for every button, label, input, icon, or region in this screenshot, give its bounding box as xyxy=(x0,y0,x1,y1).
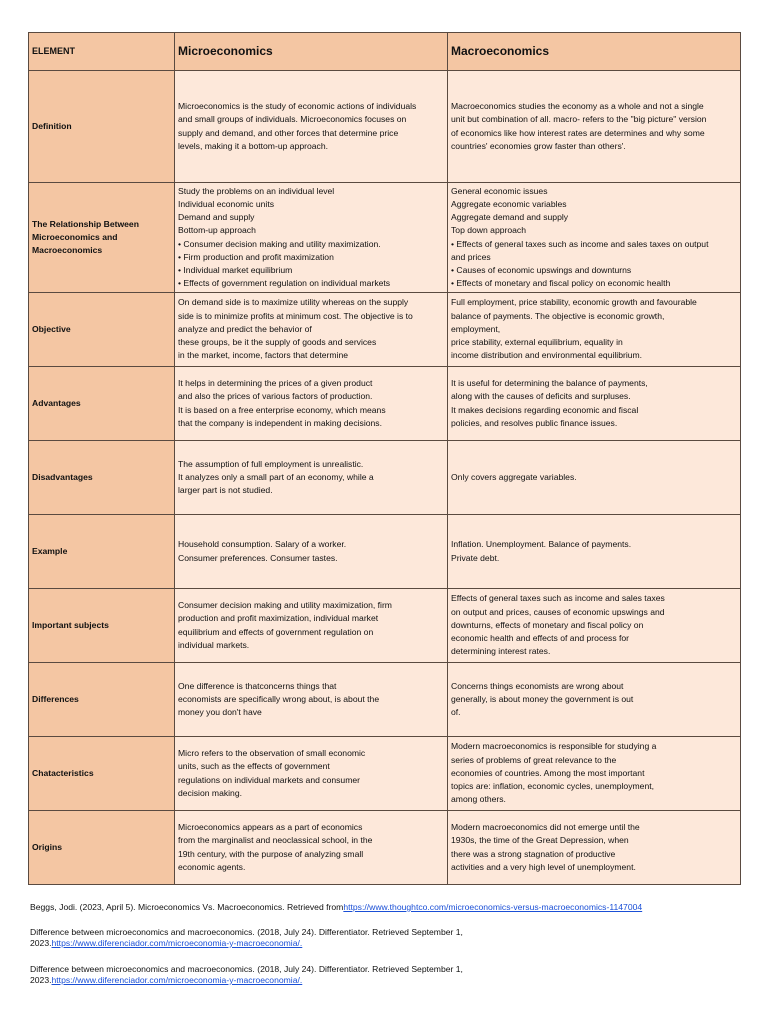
reference-text: Difference between microeconomics and macroeconomics. (2018, July 24). Differentiator. Retrieved September 1, xyxy=(30,964,463,974)
macro-cell-line: determining interest rates. xyxy=(451,646,551,657)
row-element-label: Example xyxy=(29,515,175,589)
micro-cell-line: equilibrium and effects of government regulation on xyxy=(178,626,374,637)
micro-cell-line: these groups, be it the supply of goods and services xyxy=(178,337,377,348)
macro-cell xyxy=(448,441,741,515)
micro-cell-line: Micro refers to the observation of small economic xyxy=(178,748,366,759)
micro-cell xyxy=(175,441,448,515)
macro-cell-line: price stability, external equilibrium, equality in xyxy=(451,337,623,348)
micro-cell xyxy=(175,367,448,441)
micro-cell-line: Household consumption. Salary of a worker. xyxy=(178,539,347,550)
table-row xyxy=(29,441,741,515)
micro-cell-line: Demand and supply xyxy=(178,212,255,223)
macro-cell-line: there was a strong stagnation of productive xyxy=(451,848,616,859)
micro-cell-line: from the marginalist and neoclassical school, in the xyxy=(178,835,373,846)
micro-cell-line: Bottom-up approach xyxy=(178,225,256,236)
macro-cell-line: and prices xyxy=(451,251,491,262)
macro-cell-line: downturns, effects of monetary and fiscal policy on xyxy=(451,619,644,630)
micro-cell-line: One difference is thatconcerns things that xyxy=(178,680,337,691)
macro-cell-line: Concerns things economists are wrong about xyxy=(451,680,624,691)
macro-cell-line: along with the causes of deficits and surpluses. xyxy=(451,391,631,402)
micro-cell-line: On demand side is to maximize utility whereas on the supply xyxy=(178,297,409,308)
row-element-label: The Relationship Between Microeconomics and Macroeconomics xyxy=(29,183,175,293)
micro-cell xyxy=(175,811,448,885)
macro-cell xyxy=(448,183,741,293)
macro-cell-line: employment, xyxy=(451,323,501,334)
micro-cell-line: It helps in determining the prices of a given product xyxy=(178,378,373,389)
micro-cell-line: analyze and predict the behavior of xyxy=(178,323,312,334)
reference-link[interactable]: https://www.thoughtco.com/microeconomics-versus-macroeconomics-1147004 xyxy=(343,902,643,912)
micro-cell-line: units, such as the effects of government xyxy=(178,761,330,772)
header-microeconomics: Microeconomics xyxy=(175,33,448,71)
row-element-label: Advantages xyxy=(29,367,175,441)
macro-cell-line: • Effects of general taxes such as income and sales taxes on output xyxy=(451,238,709,249)
row-element-label: Origins xyxy=(29,811,175,885)
micro-cell-line: • Effects of government regulation on individual markets xyxy=(178,278,391,289)
micro-cell-line: and also the prices of various factors of production. xyxy=(178,391,373,402)
macro-cell-line: It is useful for determining the balance of payments, xyxy=(451,378,648,389)
macro-cell-line: of economics like how interest rates are determines and why some xyxy=(451,127,705,138)
micro-cell-line: • Consumer decision making and utility maximization. xyxy=(178,238,381,249)
macro-cell-line: Modern macroeconomics did not emerge until the xyxy=(451,822,640,833)
header-macroeconomics: Macroeconomics xyxy=(448,33,741,71)
macro-cell-line: among others. xyxy=(451,794,506,805)
row-element-label: Disadvantages xyxy=(29,441,175,515)
micro-cell-line: economic agents. xyxy=(178,861,246,872)
reference-link[interactable]: https://www.diferenciador.com/microeconomia-y-macroeconomia/. xyxy=(51,975,303,985)
macro-cell xyxy=(448,663,741,737)
macro-cell xyxy=(448,589,741,663)
macro-cell-line: policies, and resolves public finance issues. xyxy=(451,417,618,428)
micro-cell-line: decision making. xyxy=(178,787,243,798)
micro-cell-line: in the market, income, factors that determine xyxy=(178,350,349,361)
table-row xyxy=(29,515,741,589)
micro-cell xyxy=(175,515,448,589)
micro-cell-line: production and profit maximization, individual market xyxy=(178,613,379,624)
reference-year: 2023. xyxy=(30,938,52,948)
micro-cell-line: money you don't have xyxy=(178,707,262,718)
macro-cell-line: economies of countries. Among the most important xyxy=(451,767,645,778)
macro-cell-line: generally, is about money the government is out xyxy=(451,693,634,704)
micro-cell-line: economists are specifically wrong about, is about the xyxy=(178,693,380,704)
macro-cell-line: topics are: inflation, economic cycles, unemployment, xyxy=(451,781,655,792)
reference-entry xyxy=(30,927,742,949)
macro-cell-line: series of problems of great relevance to the xyxy=(451,754,617,765)
micro-cell-line: levels, making it a bottom-up approach. xyxy=(178,140,328,151)
macro-cell xyxy=(448,71,741,183)
micro-cell-line: Individual economic units xyxy=(178,198,275,209)
micro-cell-line: regulations on individual markets and consumer xyxy=(178,774,361,785)
micro-cell-line: The assumption of full employment is unrealistic. xyxy=(178,458,364,469)
micro-cell-line: Microeconomics is the study of economic actions of individuals xyxy=(178,101,417,112)
macro-cell xyxy=(448,737,741,811)
micro-cell-line: and small groups of individuals. Microeconomics focuses on xyxy=(178,114,407,125)
macro-cell-line: countries' economies grow faster than others'. xyxy=(451,140,626,151)
macro-cell-line: Modern macroeconomics is responsible for studying a xyxy=(451,741,657,752)
micro-cell-line: It is based on a free enterprise economy, which means xyxy=(178,404,386,415)
table-row xyxy=(29,183,741,293)
macro-cell-line: General economic issues xyxy=(451,185,548,196)
micro-cell-line: Consumer decision making and utility maximization, firm xyxy=(178,600,392,611)
micro-cell-line: individual markets. xyxy=(178,639,250,650)
micro-cell-line: It analyzes only a small part of an economy, while a xyxy=(178,471,374,482)
micro-cell-line: 19th century, with the purpose of analyzing small xyxy=(178,848,364,859)
table-row xyxy=(29,811,741,885)
micro-cell xyxy=(175,589,448,663)
table-row xyxy=(29,71,741,183)
macro-cell-line: Aggregate economic variables xyxy=(451,198,567,209)
reference-year: 2023. xyxy=(30,975,52,985)
micro-cell-line: larger part is not studied. xyxy=(178,485,273,496)
macro-cell xyxy=(448,811,741,885)
macro-cell-line: income distribution and environmental equilibrium. xyxy=(451,350,643,361)
table-row xyxy=(29,367,741,441)
macro-cell-line: Private debt. xyxy=(451,552,500,563)
row-element-label: Objective xyxy=(29,293,175,367)
macro-cell xyxy=(448,293,741,367)
reference-entry xyxy=(30,964,742,986)
table-row xyxy=(29,293,741,367)
reference-text: Difference between microeconomics and macroeconomics. (2018, July 24). Differentiator. Retrieved September 1, xyxy=(30,927,463,937)
micro-cell xyxy=(175,737,448,811)
header-element: ELEMENT xyxy=(29,33,175,71)
macro-cell-line: Full employment, price stability, economic growth and favourable xyxy=(451,297,697,308)
table-row xyxy=(29,589,741,663)
reference-entry xyxy=(30,902,742,913)
macro-cell-line: of. xyxy=(451,707,461,718)
row-element-label: Important subjects xyxy=(29,589,175,663)
micro-cell-line: • Individual market equilibrium xyxy=(178,264,293,275)
micro-cell-line: supply and demand, and other forces that determine price xyxy=(178,127,399,138)
macro-cell-line: Macroeconomics studies the economy as a whole and not a single xyxy=(451,101,704,112)
macro-cell-line: Inflation. Unemployment. Balance of payments. xyxy=(451,539,632,550)
comparison-table xyxy=(28,32,741,885)
micro-cell xyxy=(175,663,448,737)
macro-cell-line: It makes decisions regarding economic and fiscal xyxy=(451,404,639,415)
macro-cell-line: • Causes of economic upswings and downturns xyxy=(451,264,632,275)
macro-cell-line: 1930s, the time of the Great Depression, when xyxy=(451,835,629,846)
macro-cell-line: unit but combination of all. macro- refers to the "big picture" version xyxy=(451,114,707,125)
macro-cell-line: activities and a very high level of unemployment. xyxy=(451,861,636,872)
micro-cell-line: Microeconomics appears as a part of economics xyxy=(178,822,363,833)
row-element-label: Chatacteristics xyxy=(29,737,175,811)
macro-cell-line: Effects of general taxes such as income and sales taxes xyxy=(451,593,665,604)
micro-cell xyxy=(175,293,448,367)
table-row xyxy=(29,737,741,811)
micro-cell-line: Consumer preferences. Consumer tastes. xyxy=(178,552,338,563)
table-row xyxy=(29,663,741,737)
macro-cell-line: Top down approach xyxy=(451,225,527,236)
macro-cell-line: Only covers aggregate variables. xyxy=(451,471,577,482)
macro-cell-line: Aggregate demand and supply xyxy=(451,212,569,223)
reference-text: Beggs, Jodi. (2023, April 5). Microeconomics Vs. Macroeconomics. Retrieved from xyxy=(30,902,344,912)
macro-cell xyxy=(448,515,741,589)
reference-link[interactable]: https://www.diferenciador.com/microeconomia-y-macroeconomia/. xyxy=(51,938,303,948)
row-element-label: Definition xyxy=(29,71,175,183)
macro-cell-line: • Effects of monetary and fiscal policy on economic health xyxy=(451,278,671,289)
micro-cell-line: that the company is independent in making decisions. xyxy=(178,417,382,428)
macro-cell-line: on output and prices, causes of economic upswings and xyxy=(451,606,665,617)
micro-cell-line: Study the problems on an individual level xyxy=(178,185,335,196)
macro-cell-line: economic health and effects of and process for xyxy=(451,633,630,644)
micro-cell-line: side is to minimize profits at minimum cost. The objective is to xyxy=(178,310,413,321)
macro-cell xyxy=(448,367,741,441)
table-header-row xyxy=(29,33,741,71)
micro-cell-line: • Firm production and profit maximization xyxy=(178,251,334,262)
row-element-label: Differences xyxy=(29,663,175,737)
micro-cell xyxy=(175,183,448,293)
micro-cell xyxy=(175,71,448,183)
macro-cell-line: balance of payments. The objective is economic growth, xyxy=(451,310,665,321)
